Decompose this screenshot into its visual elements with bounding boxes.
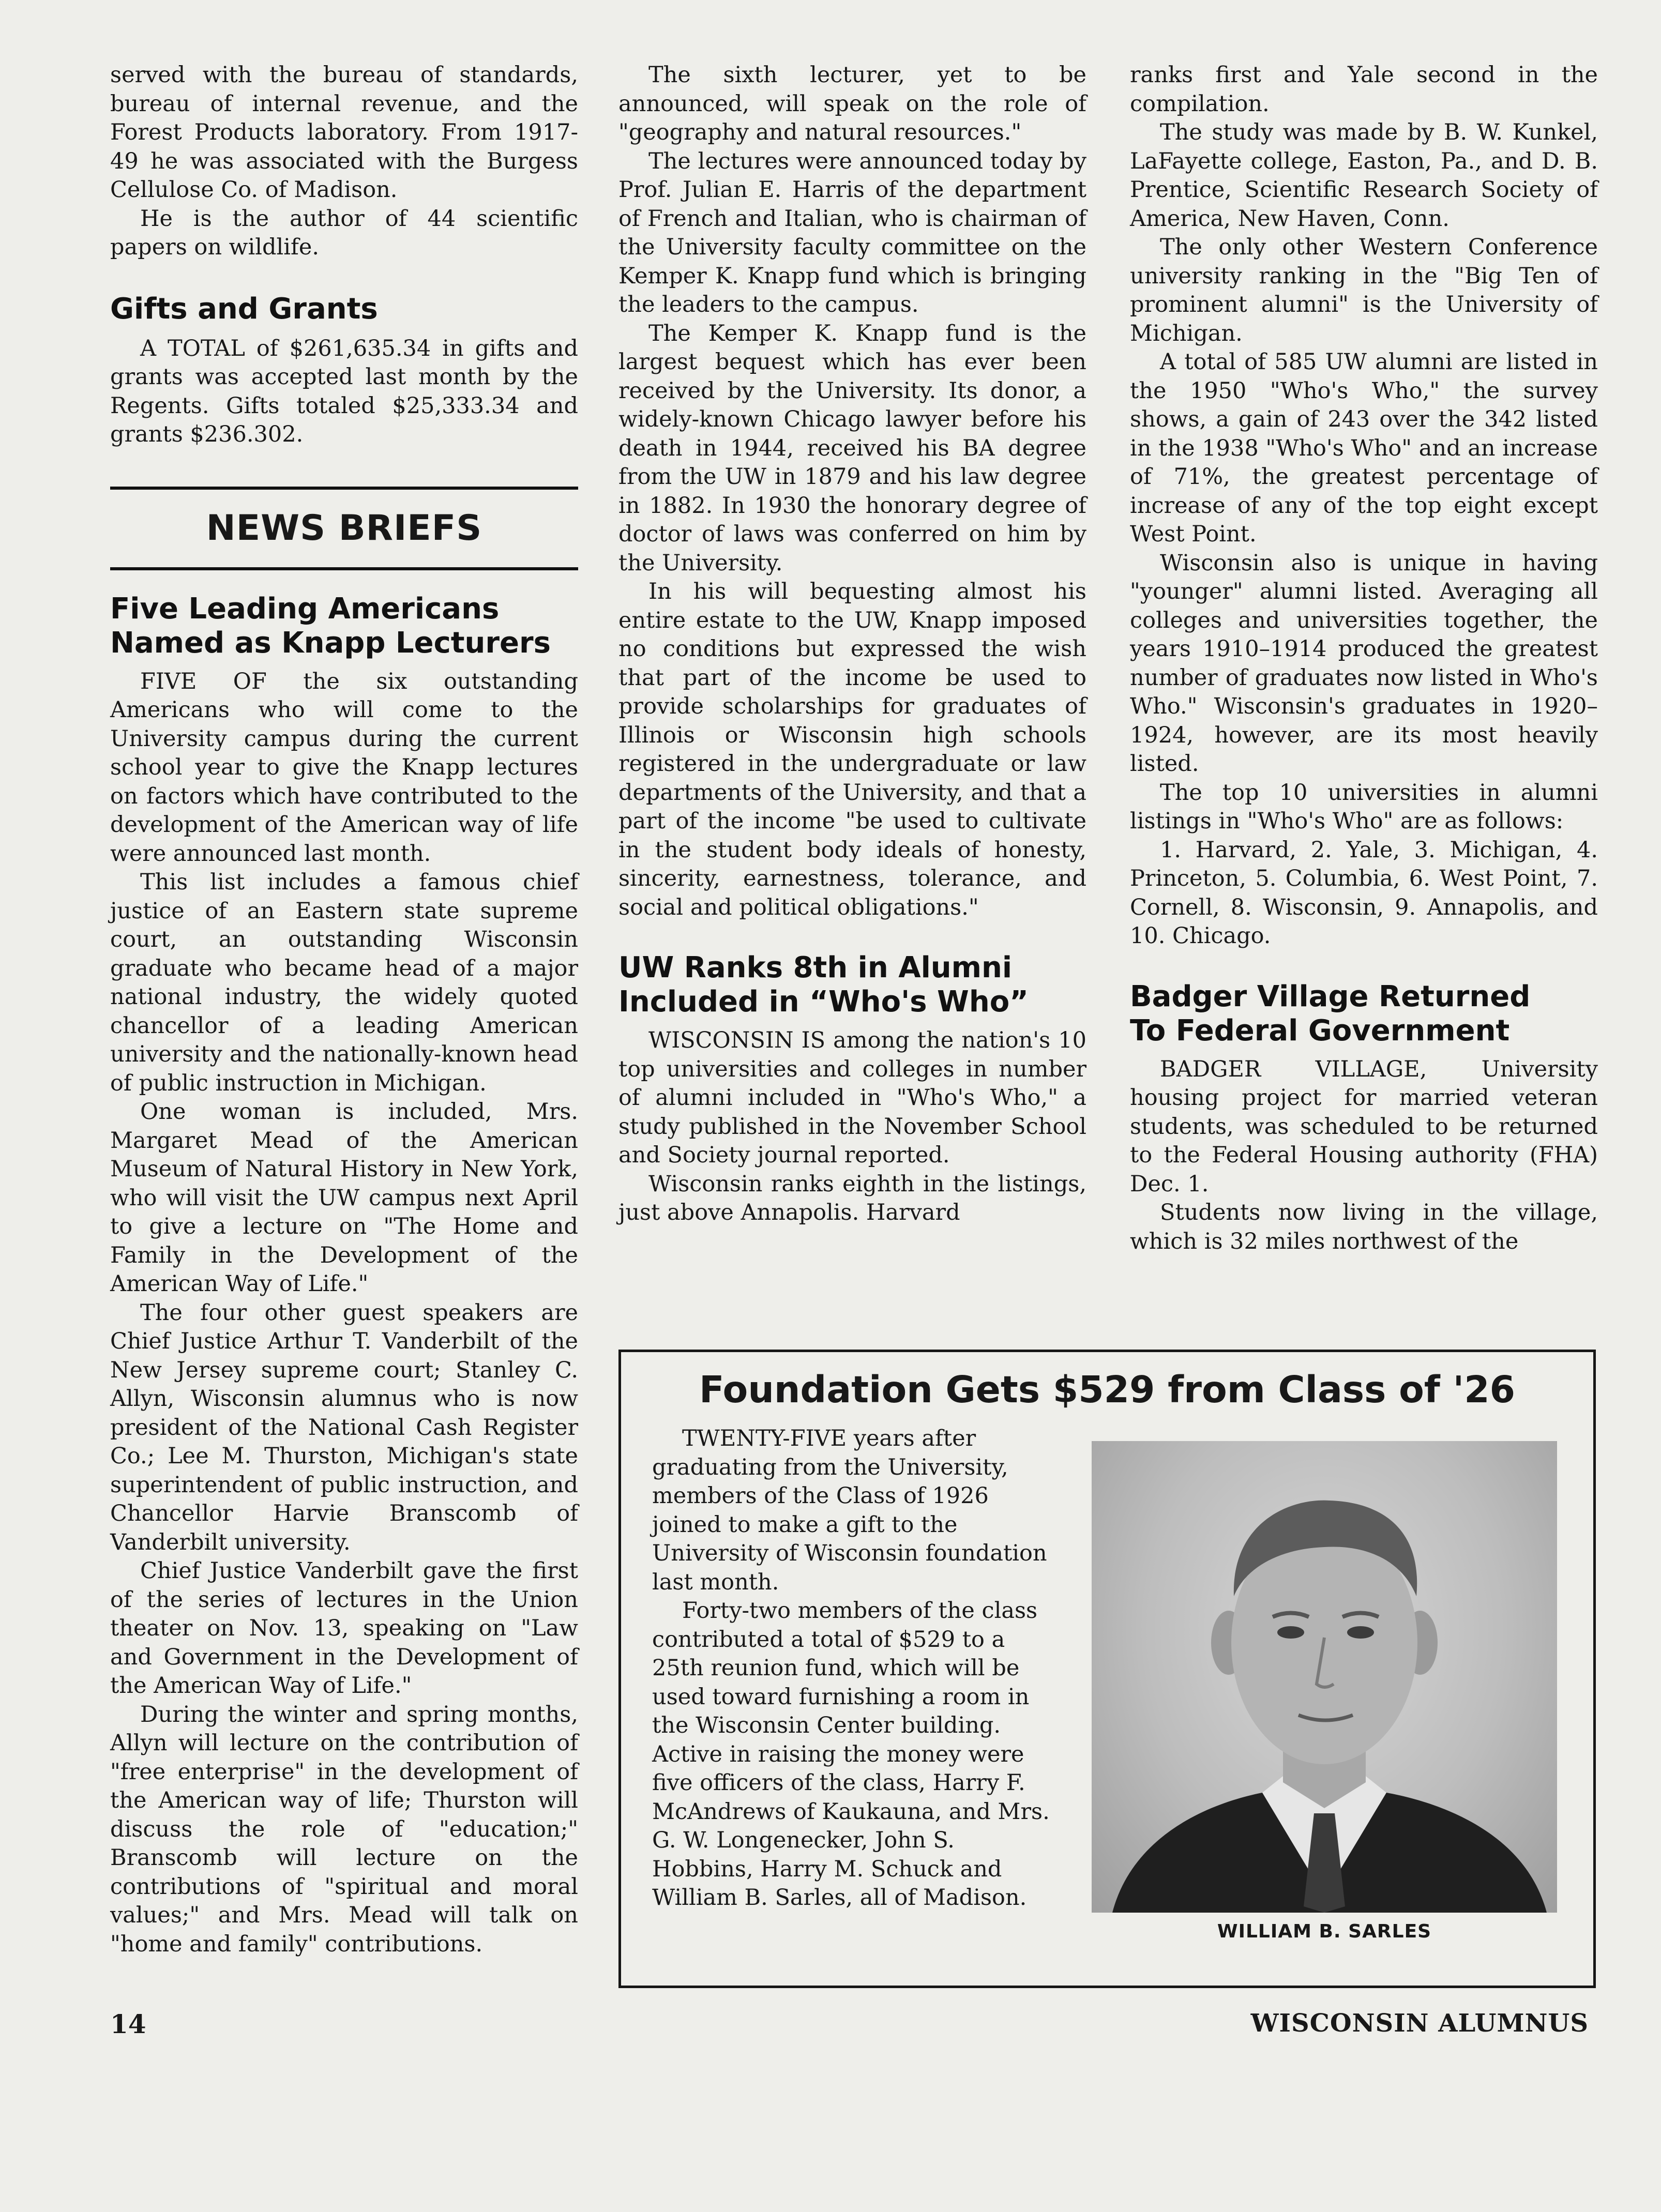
portrait-photo [1092,1441,1557,1913]
paragraph: The sixth lecturer, yet to be announced, will speak on the role of "geography and natural resources." [618,62,1086,145]
paragraph: The top 10 universities in alumni listings in "Who's Who" are as follows: [1130,779,1598,834]
portrait-illustration [1092,1441,1557,1913]
paragraph: Wisconsin also is unique in having "younger" alumni listed. Averaging all colleges and universities together, the years 1910–1914 produced the greatest number of graduates now listed in Who's Who." Wisconsin's graduates in 1920–1924, however, are its most heavily listed. [1130,550,1598,777]
news-briefs-title: NEWS BRIEFS [206,507,482,549]
gifts-heading: Gifts and Grants [110,292,378,326]
paragraph: WISCONSIN IS among the nation's 10 top universities and colleges in number of alumni included in "Who's Who," a study published in the November School and Society journal reported. [618,1027,1086,1168]
paragraph: This list includes a famous chief justice of an Eastern state supreme court, an outstanding Wisconsin graduate who became head of a major national industry, the widely quoted chancellor of a leading American university and the nationally-known head of public instruction in Michigan. [110,869,578,1096]
paragraph: A total of 585 UW alumni are listed in the 1950 "Who's Who," the survey shows, a gain of 243 over the 342 listed in the 1938 "Who's Who" and an increase of 71%, the greatest percentage of increase of any of the top eight except West Point. [1130,349,1598,547]
paragraph: ranks first and Yale second in the compilation. [1130,62,1598,117]
paragraph: The four other guest speakers are Chief Justice Arthur T. Vanderbilt of the New Jersey supreme court; Stanley C. Allyn, Wisconsin alumnus who is now president of the National Cash Register Co.; Lee M. Thurston, Michigan's state superintendent of public instruction, and Chancellor Harvie Branscomb of Vanderbilt university. [110,1299,578,1555]
paragraph: In his will bequesting almost his entire estate to the UW, Knapp imposed no conditions but expressed the wish that part of the income be used to provide scholarships for graduates of Illinois or Wisconsin high schools registered in the undergraduate or law departments of the University, and that a part of the income "be used to cultivate in the student body ideals of honesty, sincerity, earnestness, tolerance, and social and political obligations." [618,579,1086,920]
column-2 [618,61,1086,1228]
paragraph: One woman is included, Mrs. Margaret Mead of the American Museum of Natural History in New York, who will visit the UW campus next April to give a lecture on "The Home and Family in the Development of the American Way of Life." [110,1099,578,1297]
foundation-box [618,1350,1596,1988]
paragraph: The only other Western Conference university ranking in the "Big Ten of prominent alumni" is the University of Michigan. [1130,234,1598,346]
paragraph: Students now living in the village, which is 32 miles northwest of the [1130,1200,1598,1254]
foundation-title: Foundation Gets $529 from Class of '26 [699,1368,1516,1411]
uw-heading-line-2: Included in “Who's Who” [618,985,1029,1019]
paragraph: Chief Justice Vanderbilt gave the first of the series of lectures in the Union theater on Nov. 13, speaking on "Law and Government in the Development of the American Way of Life." [110,1558,578,1699]
foundation-text [652,1425,1055,1913]
badger-heading-line-2: To Federal Government [1130,1013,1510,1048]
paragraph: The lectures were announced today by Prof. Julian E. Harris of the department of French and Italian, who is chairman of the University faculty committee on the Kemper K. Knapp fund which is bringing the leaders to the campus. [618,148,1086,317]
magazine-title: WISCONSIN ALUMNUS [1250,2009,1589,2038]
knapp-heading-line-1: Five Leading Americans [110,592,500,626]
badger-heading-line-1: Badger Village Returned [1130,979,1531,1013]
column-1 [110,61,578,1959]
photo-caption: WILLIAM B. SARLES [1217,1921,1432,1942]
paragraph: 1. Harvard, 2. Yale, 3. Michigan, 4. Princeton, 5. Columbia, 6. West Point, 7. Cornell, 8. Wisconsin, 9. Annapolis, and 10. Chicago. [1130,837,1598,949]
paragraph: BADGER VILLAGE, University housing project for married veteran students, was scheduled to be returned to the Federal Housing authority (FHA) Dec. 1. [1130,1056,1598,1197]
paragraph: The Kemper K. Knapp fund is the largest bequest which has ever been received by the University. Its donor, a widely-known Chicago lawyer before his death in 1944, received his BA degree from the UW in 1879 and his law degree in 1882. In 1930 the honorary degree of doctor of laws was conferred on him by the University. [618,320,1086,576]
paragraph: TWENTY-FIVE years after graduating from the University, members of the Class of 1926 joined to make a gift to the University of Wisconsin foundation last month. [652,1426,1047,1595]
paragraph: The study was made by B. W. Kunkel, LaFayette college, Easton, Pa., and D. B. Prentice, Scientific Research Society of America, New Haven, Conn. [1130,119,1598,232]
paragraph: Wisconsin ranks eighth in the listings, just above Annapolis. Harvard [618,1171,1086,1225]
column-3 [1130,61,1598,1256]
page-number: 14 [110,2009,146,2039]
paragraph: He is the author of 44 scientific papers on wildlife. [110,205,578,260]
uw-heading-line-1: UW Ranks 8th in Alumni [618,951,1013,984]
paragraph: A TOTAL of $261,635.34 in gifts and grants was accepted last month by the Regents. Gifts totaled $25,333.34 and grants $236.302. [110,335,578,447]
paragraph: Forty-two members of the class contributed a total of $529 to a 25th reunion fund, which will be used toward furnishing a room in the Wisconsin Center building. Active in raising the money were five officers of the class, Harry F. McAndrews of Kaukauna, and Mrs. G. W. Longenecker, John S. Hobbins, Harry M. Schuck and William B. Sarles, all of Madison. [652,1598,1050,1911]
paragraph: FIVE OF the six outstanding Americans who will come to the University campus during the current school year to give the Knapp lectures on factors which have contributed to the development of the American way of life were announced last month. [110,668,578,867]
knapp-heading-line-2: Named as Knapp Lecturers [110,626,551,660]
paragraph: During the winter and spring months, Allyn will lecture on the contribution of "free enterprise" in the development of the American way of life; Thurston will discuss the role of "education;" Branscomb will lecture on the contributions of "spiritual and moral values;" and Mrs. Mead will talk on "home and family" contributions. [110,1701,578,1957]
paragraph: served with the bureau of standards, bureau of internal revenue, and the Forest Products laboratory. From 1917-49 he was associated with the Burgess Cellulose Co. of Madison. [110,62,578,203]
